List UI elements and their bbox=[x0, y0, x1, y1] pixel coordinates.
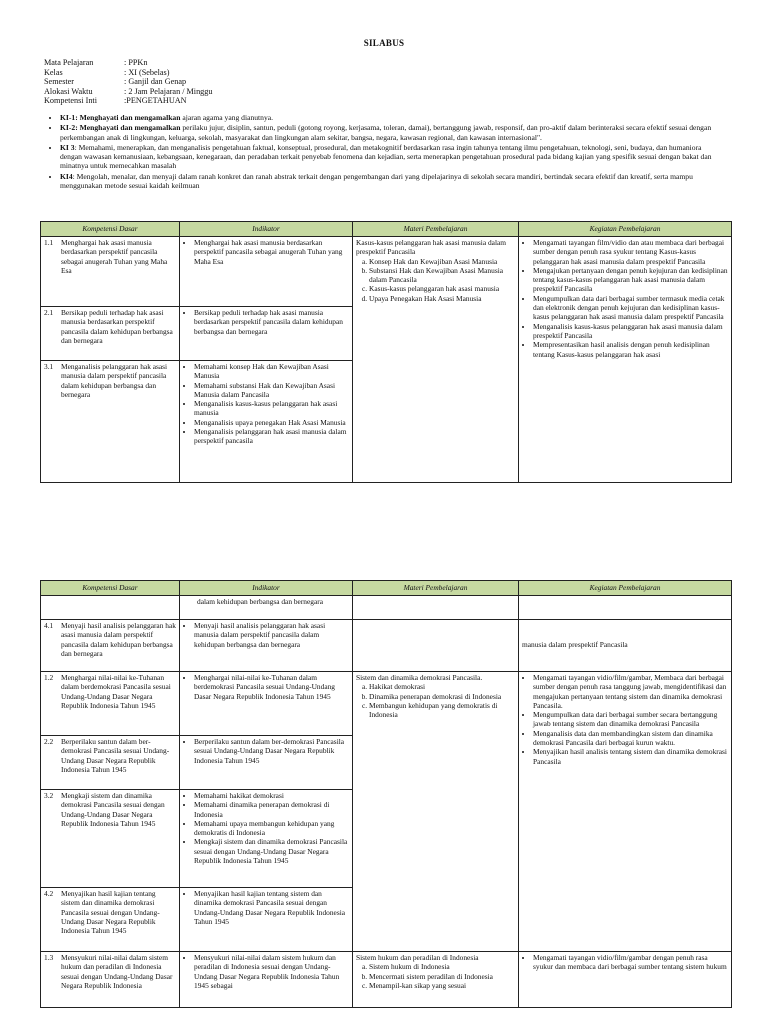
indikator-item: • Berperilaku santun dalam ber-demokrasi Pancasila sesuai Undang-Undang Dasar Negara Republik Indonesia Tahun 1945 bbox=[194, 737, 349, 765]
kd-cell bbox=[41, 361, 180, 483]
ki-emphasis: : Menghayati dan mengamalkan bbox=[75, 123, 181, 133]
column-header: Kegiatan Pembelajaran bbox=[519, 581, 732, 596]
kd-entry bbox=[44, 673, 176, 710]
indikator-cell bbox=[180, 736, 353, 790]
indikator-item: • Memahami substansi Hak dan Kewajiban Asasi Manusia dalam Pancasila bbox=[194, 381, 349, 400]
indikator-list bbox=[183, 621, 349, 649]
kd-entry bbox=[44, 737, 176, 774]
kd-number: 4.1 bbox=[44, 621, 54, 630]
meta-value: : XI (Sebelas) bbox=[124, 67, 170, 77]
materi-item: d. Upaya Penegakan Hak Asasi Manusia bbox=[369, 294, 515, 303]
kegiatan-item: • Menyajikan hasil analisis tentang sistem dan dinamika demokrasi Pancasila bbox=[533, 747, 728, 766]
indikator-item: • Menghargai nilai-nilai ke-Tuhanan dalam berdemokrasi Pancasila sesuai Undang-Undang Dasar Negara Republik Indonesia Tahun 1945 bbox=[194, 673, 349, 701]
meta-row bbox=[44, 96, 212, 106]
ki-item bbox=[60, 123, 716, 142]
indikator-item: • Memahami dinamika penerapan demokrasi di Indonesia bbox=[194, 800, 349, 819]
kegiatan-cell bbox=[519, 620, 732, 672]
ki-text: : Mengolah, menalar, dan menyaji dalam ranah konkret dan ranah abstrak terkait dengan pengembangan dari yang dipelajarinya di sekolah secara mandiri, bertindak secara efektif dan kreatif, serta mampu menggunakan metode sesuai kaidah keilmuan bbox=[60, 171, 693, 191]
table-row bbox=[41, 672, 732, 736]
kd-entry bbox=[44, 791, 176, 828]
indikator-item: • Menganalisis kasus-kasus pelanggaran hak asasi manusia bbox=[194, 399, 349, 418]
kd-text: Menghargai hak asasi manusia berdasarkan perspektif pancasila sebagai anugerah Tuhan yang Maha Esa bbox=[61, 238, 168, 275]
materi-item: b. Substansi Hak dan Kewajiban Asasi Manusia dalam Pancasila bbox=[369, 266, 515, 285]
indikator-cell bbox=[180, 952, 353, 1008]
meta-label: Kelas bbox=[44, 67, 63, 77]
kd-cell bbox=[41, 736, 180, 790]
meta-row bbox=[44, 77, 212, 87]
materi-item: a. Hakikat demokrasi bbox=[369, 682, 515, 691]
materi-intro: Kasus-kasus pelanggaran hak asasi manusia dalam prespektif Pancasila bbox=[356, 238, 507, 257]
kd-cell bbox=[41, 790, 180, 888]
column-header: Kompetensi Dasar bbox=[41, 581, 180, 596]
indikator-list bbox=[183, 737, 349, 765]
indikator-continued: dalam kehidupan berbangsa dan bernegara bbox=[197, 597, 323, 606]
indikator-item: • Menyajikan hasil kajian tentang sistem dan dinamika demokrasi Pancasila sesuai dengan Undang-Undang Dasar Negara Republik Indonesia Tahun 1945 bbox=[194, 889, 349, 926]
course-metadata bbox=[44, 58, 212, 106]
materi-list bbox=[356, 682, 515, 719]
materi-item: c. Membangun kehidupan yang demokratis di Indonesia bbox=[369, 701, 515, 720]
kd-text: Mengkaji sistem dan dinamika demokrasi Pancasila sesuai dengan Undang-Undang Dasar Negara Republik Indonesia Tahun 1945 bbox=[61, 791, 165, 828]
indikator-list bbox=[183, 791, 349, 865]
column-header: Indikator bbox=[180, 222, 353, 237]
kegiatan-cell bbox=[519, 237, 732, 483]
indikator-cell bbox=[180, 790, 353, 888]
ki-text: perilaku jujur, disiplin, santun, peduli (gotong royong, kerjasama, toleran, damai), bertanggung jawab, responsif, dan pro-aktif dalam berinteraksi secara efektif sesuai dengan perkembangan anak di lingkungan, keluarga, sekolah, masyarakat dan lingkungan alam sekitar, bangsa, negara, kawasan regional, dan kawasan internasional". bbox=[60, 123, 712, 142]
syllabus-table-2 bbox=[40, 580, 732, 1008]
column-header: Materi Pembelajaran bbox=[353, 581, 519, 596]
kd-cell bbox=[41, 596, 180, 620]
kd-entry bbox=[44, 953, 176, 990]
kd-cell bbox=[41, 237, 180, 307]
meta-value: : PPKn bbox=[124, 58, 148, 67]
meta-value: : Ganjil dan Genap bbox=[124, 77, 187, 87]
kegiatan-item: • Mempresentasikan hasil analisis dengan penuh kedisiplinan tentang Kasus-kasus pelanggaran hak asasi bbox=[533, 340, 728, 359]
kd-text: Menyajikan hasil kajian tentang sistem dan dinamika demokrasi Pancasila sesuai dengan Undang-Undang Dasar Negara Republik Indonesia Tahun 1945 bbox=[61, 889, 160, 936]
table-row bbox=[41, 237, 732, 307]
kd-cell bbox=[41, 672, 180, 736]
kd-text: Menganalisis pelanggaran hak asasi manusia dalam perspektif pancasila dalam kehidupan berbangsa dan bernegara bbox=[61, 362, 168, 399]
kegiatan-item: • Mengamati tayangan vidio/film/gambar, Membaca dari berbagai sumber dengan penuh rasa tanggung jawab, mengidentifikasi dan mengajukan pertanyaan tentang sistem dan dinamika demokrasi Pancasila. bbox=[533, 673, 728, 710]
indikator-item: • Mensyukuri nilai-nilai dalam sistem hukum dan peradilan di Indonesia sesuai dengan Undang-Undang Dasar Negara Republik Indonesia Tahun 1945 sebagai bbox=[194, 953, 349, 990]
document-title: SILABUS bbox=[363, 38, 405, 48]
ki-code: KI4 bbox=[60, 171, 73, 181]
indikator-cell bbox=[180, 237, 353, 307]
meta-label: Mata Pelajaran bbox=[44, 58, 94, 67]
kd-number: 3.2 bbox=[44, 791, 54, 800]
meta-row bbox=[44, 68, 212, 78]
column-header: Kegiatan Pembelajaran bbox=[519, 222, 732, 237]
kd-cell bbox=[41, 952, 180, 1008]
table-row bbox=[41, 952, 732, 1008]
kd-cell bbox=[41, 620, 180, 672]
indikator-item: • Menyaji hasil analisis pelanggaran hak asasi manusia dalam perspektif pancasila dalam kehidupan berbangsa dan bernegara bbox=[194, 621, 349, 649]
kd-number: 4.2 bbox=[44, 889, 54, 898]
materi-list bbox=[356, 257, 515, 303]
kegiatan-cell bbox=[519, 952, 732, 1008]
meta-value: :PENGETAHUAN bbox=[124, 96, 187, 106]
indikator-list bbox=[183, 889, 349, 926]
table-header-row bbox=[41, 581, 732, 596]
ki-text: ajaran agama yang dianutnya. bbox=[180, 113, 274, 122]
ki-item bbox=[60, 172, 716, 191]
kd-cell bbox=[41, 888, 180, 952]
kegiatan-item: • Mengamati tayangan vidio/film/gambar dengan penuh rasa syukur dan membaca dari berbagai sumber tentang sistem hukum bbox=[533, 953, 728, 972]
ki-item bbox=[60, 113, 716, 122]
kegiatan-cell bbox=[519, 672, 732, 952]
materi-intro: Sistem dan dinamika demokrasi Pancasila. bbox=[356, 673, 483, 682]
materi-cell bbox=[353, 237, 519, 483]
kd-number: 2.2 bbox=[44, 737, 54, 746]
kd-number: 1.1 bbox=[44, 238, 54, 247]
materi-item: c. Kasus-kasus pelanggaran hak asasi manusia bbox=[369, 284, 515, 293]
kd-entry bbox=[44, 889, 176, 935]
meta-row bbox=[44, 58, 212, 68]
indikator-item: • Memahami hakikat demokrasi bbox=[194, 791, 349, 800]
kd-text: Bersikap peduli terhadap hak asasi manusia berdasarkan perspektif pancasila dalam kehidupan berbangsa dan bernegara bbox=[61, 308, 173, 345]
indikator-list bbox=[183, 362, 349, 446]
ki-item bbox=[60, 143, 716, 171]
kegiatan-item: • Menganalisis data dan membandingkan sistem dan dinamika demokrasi Pancasila dari berbagai kurun waktu. bbox=[533, 729, 728, 748]
meta-row bbox=[44, 87, 212, 97]
indikator-list bbox=[183, 308, 349, 336]
kegiatan-item: • Menganalisis kasus-kasus pelanggaran hak asasi manusia dalam prespektif Pancasila bbox=[533, 322, 728, 341]
kd-text: Menghargai nilai-nilai ke-Tuhanan dalam berdemokrasi Pancasila sesuai Undang-Undang Dasar Negara Republik Indonesia Tahun 1945 bbox=[61, 673, 171, 710]
meta-label: Alokasi Waktu bbox=[44, 86, 93, 96]
ki-text: : Memahami, menerapkan, dan menganalisis pengetahuan faktual, konseptual, prosedural, dan metakognitif berdasarkan rasa ingin tahunya tentang ilmu pengetahuan, teknologi, seni, budaya, dan humaniora dengan wawasan kemanusiaan, kebangsaan, kenegaraan, dan peradaban terkait penyebab fenomena dan kejadian, serta menerapkan pengetahuan prosedural pada bidang kajian yang spesifik sesuai dengan bakat dan minatnya untuk memecahkan masalah bbox=[60, 142, 712, 171]
ki-code: KI 3 bbox=[60, 142, 75, 152]
kd-entry bbox=[44, 362, 176, 399]
indikator-list bbox=[183, 673, 349, 701]
kd-cell bbox=[41, 307, 180, 361]
materi-intro: Sistem hukum dan peradilan di Indonesia bbox=[356, 953, 479, 962]
indikator-list bbox=[183, 953, 349, 990]
kd-number: 3.1 bbox=[44, 362, 54, 371]
kegiatan-item: • Mengumpulkan data dari berbagai sumber termasuk media cetak dan elektronik dengan penuh kejujuran dan kedisiplinan kasus-kasus pelanggaran hak asasi manusia dalam prespektif Pancasila bbox=[533, 294, 728, 322]
kd-entry bbox=[44, 308, 176, 345]
materi-item: c. Menampil-kan sikap yang sesuai bbox=[369, 981, 515, 990]
ki-code: KI-1 bbox=[60, 113, 76, 122]
materi-cell bbox=[353, 952, 519, 1008]
ki-code: KI-2 bbox=[60, 123, 76, 133]
core-competencies bbox=[44, 113, 716, 191]
materi-item: a. Sistem hukum di Indonesia bbox=[369, 962, 515, 971]
indikator-cell bbox=[180, 596, 353, 620]
table-row bbox=[41, 596, 732, 620]
kegiatan-item: • Mengumpulkan data dari berbagai sumber secara bertanggung jawab tentang sistem dan dinamika demokrasi Pancasila bbox=[533, 710, 728, 729]
materi-item: a. Konsep Hak dan Kewajiban Asasi Manusia bbox=[369, 257, 515, 266]
meta-label: Semester bbox=[44, 77, 75, 87]
kd-text: Mensyukuri nilai-nilai dalam sistem hukum dan peradilan di Indonesia sesuai dengan Undang-Undang Dasar Negara Republik Indonesia bbox=[61, 953, 173, 990]
meta-label: Kompetensi Inti bbox=[44, 96, 97, 106]
materi-item: b. Dinamika penerapan demokrasi di Indonesia bbox=[369, 692, 515, 701]
kd-number: 2.1 bbox=[44, 308, 54, 317]
indikator-item: • Menghargai hak asasi manusia berdasarkan perspektif pancasila sebagai anugerah Tuhan yang Maha Esa bbox=[194, 238, 349, 266]
kegiatan-list bbox=[522, 238, 728, 359]
kd-text: Menyaji hasil analisis pelanggaran hak asasi manusia dalam perspektif pancasila dalam kehidupan berbangsa dan bernegara bbox=[61, 621, 176, 658]
kd-text: Berperilaku santun dalam ber-demokrasi Pancasila sesuai Undang-Undang Dasar Negara Republik Indonesia Tahun 1945 bbox=[61, 737, 170, 774]
kd-entry bbox=[44, 238, 176, 275]
indikator-cell bbox=[180, 307, 353, 361]
kegiatan-item: • Mengajukan pertanyaan dengan penuh kejujuran dan kedisiplinan tentang kasus-kasus pelanggaran hak asasi manusia dalam prespektif Pancasila bbox=[533, 266, 728, 294]
table-row bbox=[41, 620, 732, 672]
column-header: Materi Pembelajaran bbox=[353, 222, 519, 237]
indikator-cell bbox=[180, 361, 353, 483]
kegiatan-list bbox=[522, 673, 728, 766]
kd-number: 1.3 bbox=[44, 953, 54, 962]
column-header: Kompetensi Dasar bbox=[41, 222, 180, 237]
indikator-cell bbox=[180, 620, 353, 672]
syllabus-table-1 bbox=[40, 221, 732, 483]
indikator-item: • Memahami upaya membangun kehidupan yang demokratis di Indonesia bbox=[194, 819, 349, 838]
materi-cell bbox=[353, 672, 519, 952]
materi-cell bbox=[353, 596, 519, 620]
indikator-cell bbox=[180, 888, 353, 952]
kd-number: 1.2 bbox=[44, 673, 54, 682]
kegiatan-cell bbox=[519, 596, 732, 620]
kegiatan-list bbox=[522, 953, 728, 972]
indikator-item: • Menganalisis upaya penegakan Hak Asasi Manusia bbox=[194, 418, 349, 427]
materi-item: b. Mencermati sistem peradilan di Indonesia bbox=[369, 972, 515, 981]
indikator-item: • Bersikap peduli terhadap hak asasi manusia berdasarkan perspektif pancasila dalam kehidupan berbangsa dan bernegara bbox=[194, 308, 349, 336]
indikator-item: • Memahami konsep Hak dan Kewajiban Asasi Manusia bbox=[194, 362, 349, 381]
table-header-row bbox=[41, 222, 732, 237]
indikator-item: • Menganalisis pelanggaran hak asasi manusia dalam perspektif pancasila bbox=[194, 427, 349, 446]
indikator-item: • Mengkaji sistem dan dinamika demokrasi Pancasila sesuai dengan Undang-Undang Dasar Negara Republik Indonesia Tahun 1945 bbox=[194, 837, 349, 865]
kegiatan-continued: manusia dalam prespektif Pancasila bbox=[522, 640, 628, 650]
ki-emphasis: : Menghayati dan mengamalkan bbox=[75, 113, 181, 122]
indikator-cell bbox=[180, 672, 353, 736]
materi-cell bbox=[353, 620, 519, 672]
kd-entry bbox=[44, 621, 176, 658]
materi-list bbox=[356, 962, 515, 990]
indikator-list bbox=[183, 238, 349, 266]
column-header: Indikator bbox=[180, 581, 353, 596]
meta-value: : 2 Jam Pelajaran / Minggu bbox=[124, 86, 213, 96]
kegiatan-item: • Mengamati tayangan film/vidio dan atau membaca dari berbagai sumber dengan penuh rasa syukur tentang Kasus-kasus pelanggaran hak asasi manusia dalam prespektif Pancasila bbox=[533, 238, 728, 266]
